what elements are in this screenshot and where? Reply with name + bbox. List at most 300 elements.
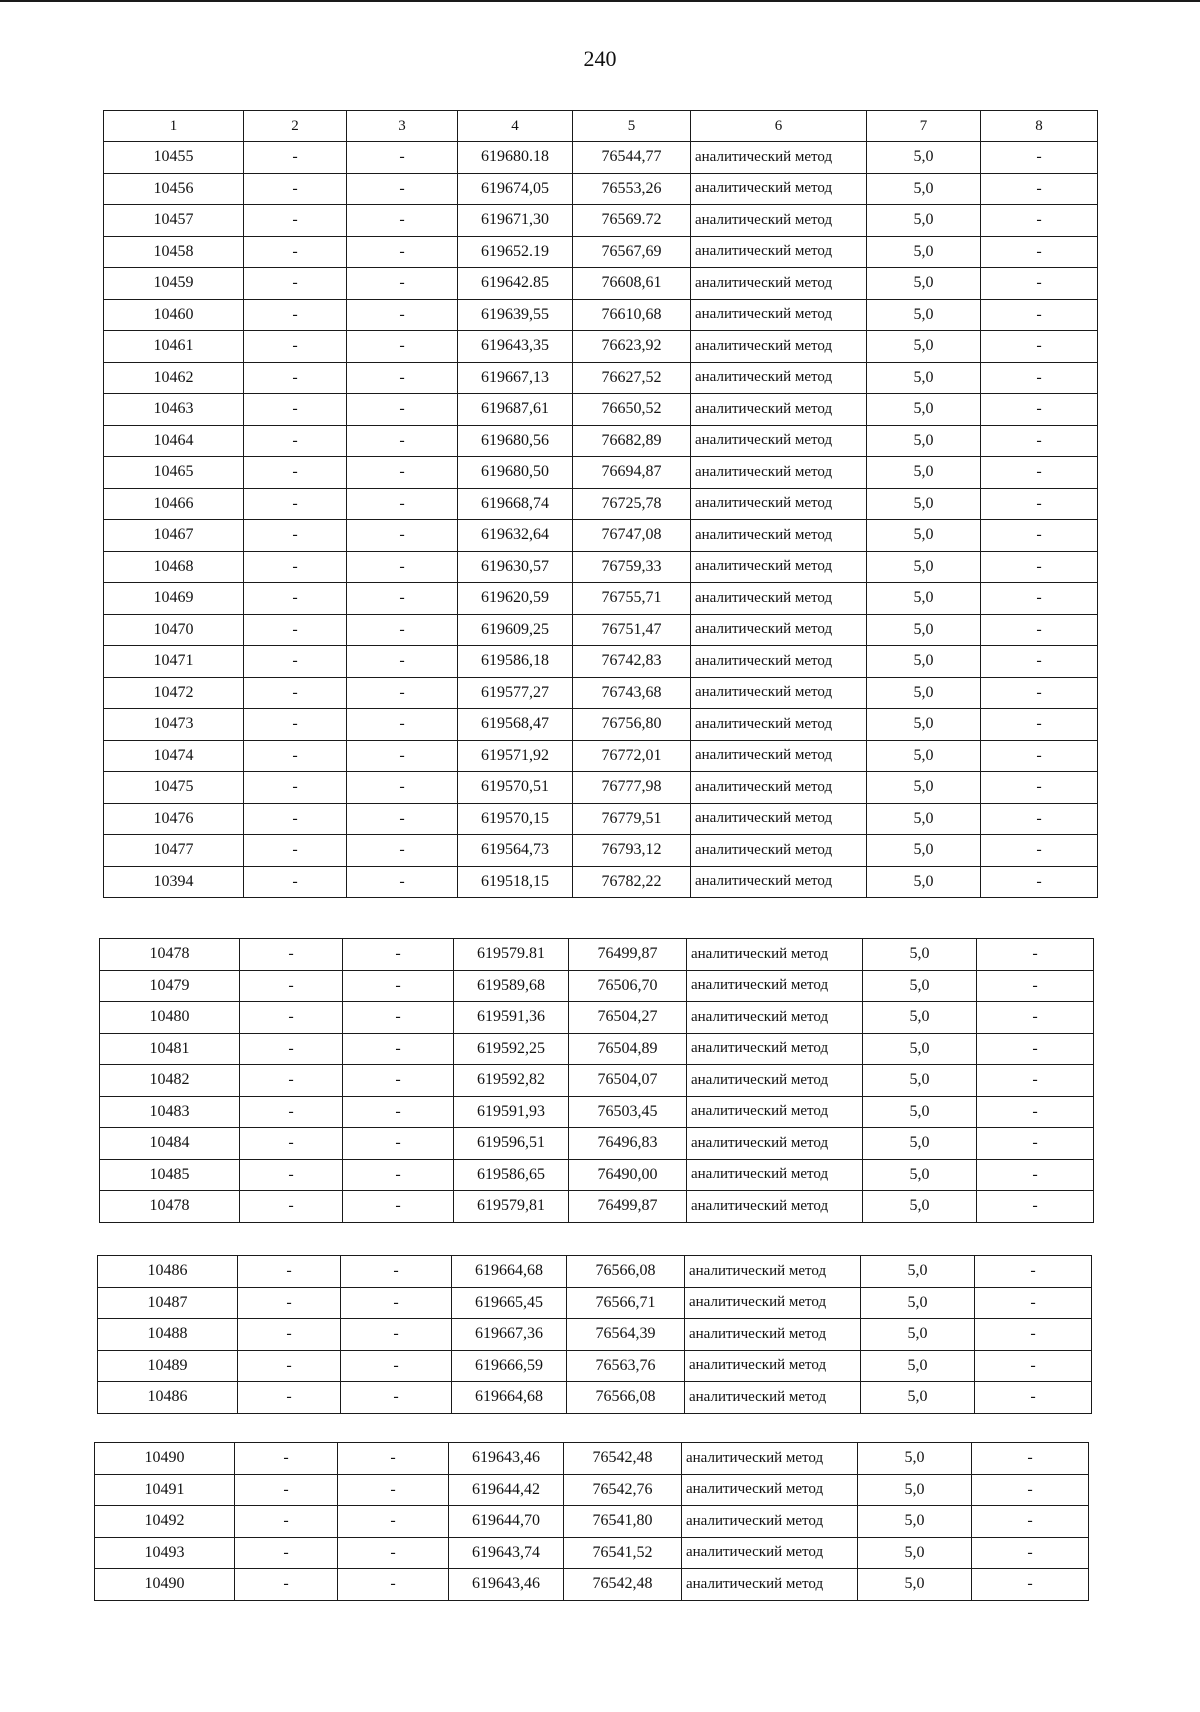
col3-cell: - xyxy=(347,614,458,646)
y-coordinate-cell: 76503,45 xyxy=(569,1096,687,1128)
x-coordinate-cell: 619643,46 xyxy=(449,1443,564,1475)
accuracy-cell: 5,0 xyxy=(858,1474,972,1506)
col3-cell: - xyxy=(347,709,458,741)
y-coordinate-cell: 76623,92 xyxy=(573,331,691,363)
y-coordinate-cell: 76566,71 xyxy=(567,1287,685,1319)
x-coordinate-cell: 619666,59 xyxy=(452,1350,567,1382)
point-number-cell: 10480 xyxy=(100,1002,240,1034)
table-row xyxy=(104,520,1098,552)
table-row xyxy=(104,142,1098,174)
y-coordinate-cell: 76682,89 xyxy=(573,425,691,457)
col3-cell: - xyxy=(343,1128,454,1160)
y-coordinate-cell: 76742,83 xyxy=(573,646,691,678)
col8-cell: - xyxy=(981,772,1098,804)
method-cell: аналитический метод xyxy=(682,1569,858,1601)
x-coordinate-cell: 619667,13 xyxy=(458,362,573,394)
method-cell: аналитический метод xyxy=(691,142,867,174)
point-number-cell: 10469 xyxy=(104,583,244,615)
method-cell: аналитический метод xyxy=(685,1382,861,1414)
col2-cell: - xyxy=(244,268,347,300)
col8-cell: - xyxy=(977,1033,1094,1065)
point-number-cell: 10465 xyxy=(104,457,244,489)
col2-cell: - xyxy=(235,1506,338,1538)
y-coordinate-cell: 76725,78 xyxy=(573,488,691,520)
method-cell: аналитический метод xyxy=(687,970,863,1002)
method-cell: аналитический метод xyxy=(685,1319,861,1351)
y-coordinate-cell: 76782,22 xyxy=(573,866,691,898)
table-row xyxy=(104,362,1098,394)
point-number-cell: 10455 xyxy=(104,142,244,174)
table-row xyxy=(104,394,1098,426)
col3-cell: - xyxy=(341,1350,452,1382)
x-coordinate-cell: 619586,18 xyxy=(458,646,573,678)
method-cell: аналитический метод xyxy=(691,520,867,552)
col2-cell: - xyxy=(244,614,347,646)
col2-cell: - xyxy=(244,740,347,772)
point-number-cell: 10492 xyxy=(95,1506,235,1538)
table-row xyxy=(100,970,1094,1002)
y-coordinate-cell: 76542,48 xyxy=(564,1443,682,1475)
col2-cell: - xyxy=(244,677,347,709)
table-row xyxy=(104,236,1098,268)
accuracy-cell: 5,0 xyxy=(867,488,981,520)
method-cell: аналитический метод xyxy=(691,803,867,835)
point-number-cell: 10467 xyxy=(104,520,244,552)
x-coordinate-cell: 619596,51 xyxy=(454,1128,569,1160)
col2-cell: - xyxy=(240,970,343,1002)
x-coordinate-cell: 619586,65 xyxy=(454,1159,569,1191)
point-number-cell: 10484 xyxy=(100,1128,240,1160)
accuracy-cell: 5,0 xyxy=(867,331,981,363)
col2-cell: - xyxy=(240,1159,343,1191)
col3-cell: - xyxy=(338,1569,449,1601)
accuracy-cell: 5,0 xyxy=(863,1096,977,1128)
col8-cell: - xyxy=(981,205,1098,237)
col8-cell: - xyxy=(981,268,1098,300)
col3-cell: - xyxy=(347,520,458,552)
point-number-cell: 10487 xyxy=(98,1287,238,1319)
col8-cell: - xyxy=(981,709,1098,741)
accuracy-cell: 5,0 xyxy=(867,835,981,867)
accuracy-cell: 5,0 xyxy=(867,236,981,268)
table-row xyxy=(98,1287,1092,1319)
accuracy-cell: 5,0 xyxy=(863,1128,977,1160)
y-coordinate-cell: 76541,52 xyxy=(564,1537,682,1569)
col2-cell: - xyxy=(244,457,347,489)
col3-cell: - xyxy=(347,394,458,426)
col2-cell: - xyxy=(244,299,347,331)
method-cell: аналитический метод xyxy=(691,551,867,583)
x-coordinate-cell: 619680,56 xyxy=(458,425,573,457)
table-row xyxy=(104,205,1098,237)
col2-cell: - xyxy=(238,1287,341,1319)
point-number-cell: 10460 xyxy=(104,299,244,331)
col3-cell: - xyxy=(338,1474,449,1506)
col2-cell: - xyxy=(244,551,347,583)
method-cell: аналитический метод xyxy=(682,1537,858,1569)
y-coordinate-cell: 76743,68 xyxy=(573,677,691,709)
x-coordinate-cell: 619687,61 xyxy=(458,394,573,426)
method-cell: аналитический метод xyxy=(685,1350,861,1382)
column-header: 6 xyxy=(691,111,867,142)
point-number-cell: 10488 xyxy=(98,1319,238,1351)
col3-cell: - xyxy=(347,646,458,678)
col3-cell: - xyxy=(343,1191,454,1223)
col3-cell: - xyxy=(347,772,458,804)
table-row xyxy=(100,1128,1094,1160)
y-coordinate-cell: 76563,76 xyxy=(567,1350,685,1382)
col8-cell: - xyxy=(981,488,1098,520)
col2-cell: - xyxy=(240,1065,343,1097)
accuracy-cell: 5,0 xyxy=(867,803,981,835)
table-row xyxy=(104,488,1098,520)
col3-cell: - xyxy=(343,1096,454,1128)
col8-cell: - xyxy=(981,425,1098,457)
table-row xyxy=(100,939,1094,971)
col8-cell: - xyxy=(981,173,1098,205)
point-number-cell: 10394 xyxy=(104,866,244,898)
col8-cell: - xyxy=(981,646,1098,678)
column-header: 8 xyxy=(981,111,1098,142)
accuracy-cell: 5,0 xyxy=(867,299,981,331)
y-coordinate-cell: 76772,01 xyxy=(573,740,691,772)
col3-cell: - xyxy=(338,1506,449,1538)
point-number-cell: 10481 xyxy=(100,1033,240,1065)
point-number-cell: 10468 xyxy=(104,551,244,583)
col8-cell: - xyxy=(975,1382,1092,1414)
method-cell: аналитический метод xyxy=(691,299,867,331)
col2-cell: - xyxy=(240,1191,343,1223)
accuracy-cell: 5,0 xyxy=(867,866,981,898)
table-row xyxy=(104,677,1098,709)
x-coordinate-cell: 619644,42 xyxy=(449,1474,564,1506)
method-cell: аналитический метод xyxy=(687,1033,863,1065)
col2-cell: - xyxy=(235,1537,338,1569)
x-coordinate-cell: 619592,82 xyxy=(454,1065,569,1097)
x-coordinate-cell: 619632,64 xyxy=(458,520,573,552)
method-cell: аналитический метод xyxy=(687,1128,863,1160)
method-cell: аналитический метод xyxy=(691,677,867,709)
col2-cell: - xyxy=(238,1319,341,1351)
y-coordinate-cell: 76569.72 xyxy=(573,205,691,237)
coordinates-table-4 xyxy=(94,1442,1089,1601)
point-number-cell: 10490 xyxy=(95,1569,235,1601)
y-coordinate-cell: 76499,87 xyxy=(569,939,687,971)
accuracy-cell: 5,0 xyxy=(867,646,981,678)
table-row xyxy=(104,835,1098,867)
accuracy-cell: 5,0 xyxy=(861,1382,975,1414)
method-cell: аналитический метод xyxy=(691,646,867,678)
col8-cell: - xyxy=(977,1191,1094,1223)
col8-cell: - xyxy=(981,551,1098,583)
accuracy-cell: 5,0 xyxy=(867,457,981,489)
accuracy-cell: 5,0 xyxy=(867,583,981,615)
y-coordinate-cell: 76567,69 xyxy=(573,236,691,268)
table-row xyxy=(95,1474,1089,1506)
table-row xyxy=(104,866,1098,898)
x-coordinate-cell: 619570,51 xyxy=(458,772,573,804)
method-cell: аналитический метод xyxy=(691,173,867,205)
col3-cell: - xyxy=(347,331,458,363)
x-coordinate-cell: 619592,25 xyxy=(454,1033,569,1065)
accuracy-cell: 5,0 xyxy=(867,362,981,394)
accuracy-cell: 5,0 xyxy=(867,425,981,457)
col8-cell: - xyxy=(981,583,1098,615)
method-cell: аналитический метод xyxy=(691,268,867,300)
table-row xyxy=(104,299,1098,331)
table-row xyxy=(104,457,1098,489)
method-cell: аналитический метод xyxy=(687,1002,863,1034)
col2-cell: - xyxy=(238,1382,341,1414)
col3-cell: - xyxy=(341,1319,452,1351)
col8-cell: - xyxy=(977,1096,1094,1128)
table-row xyxy=(104,173,1098,205)
table-row xyxy=(100,1002,1094,1034)
point-number-cell: 10486 xyxy=(98,1256,238,1288)
col2-cell: - xyxy=(244,425,347,457)
col3-cell: - xyxy=(347,866,458,898)
col2-cell: - xyxy=(244,205,347,237)
table-row xyxy=(100,1033,1094,1065)
col3-cell: - xyxy=(347,299,458,331)
x-coordinate-cell: 619570,15 xyxy=(458,803,573,835)
col8-cell: - xyxy=(972,1506,1089,1538)
col3-cell: - xyxy=(343,1002,454,1034)
col8-cell: - xyxy=(977,1002,1094,1034)
col3-cell: - xyxy=(347,142,458,174)
point-number-cell: 10476 xyxy=(104,803,244,835)
x-coordinate-cell: 619579.81 xyxy=(454,939,569,971)
table-row xyxy=(104,709,1098,741)
y-coordinate-cell: 76779,51 xyxy=(573,803,691,835)
y-coordinate-cell: 76566,08 xyxy=(567,1256,685,1288)
col3-cell: - xyxy=(347,362,458,394)
y-coordinate-cell: 76610,68 xyxy=(573,299,691,331)
table-row xyxy=(95,1569,1089,1601)
col8-cell: - xyxy=(981,236,1098,268)
method-cell: аналитический метод xyxy=(691,205,867,237)
y-coordinate-cell: 76496,83 xyxy=(569,1128,687,1160)
x-coordinate-cell: 619577,27 xyxy=(458,677,573,709)
col2-cell: - xyxy=(244,362,347,394)
accuracy-cell: 5,0 xyxy=(861,1256,975,1288)
method-cell: аналитический метод xyxy=(691,709,867,741)
point-number-cell: 10462 xyxy=(104,362,244,394)
col8-cell: - xyxy=(981,331,1098,363)
accuracy-cell: 5,0 xyxy=(867,205,981,237)
y-coordinate-cell: 76542,76 xyxy=(564,1474,682,1506)
col3-cell: - xyxy=(347,677,458,709)
x-coordinate-cell: 619680.18 xyxy=(458,142,573,174)
col3-cell: - xyxy=(343,970,454,1002)
x-coordinate-cell: 619643,74 xyxy=(449,1537,564,1569)
y-coordinate-cell: 76627,52 xyxy=(573,362,691,394)
col3-cell: - xyxy=(347,551,458,583)
x-coordinate-cell: 619665,45 xyxy=(452,1287,567,1319)
col2-cell: - xyxy=(244,488,347,520)
col3-cell: - xyxy=(338,1443,449,1475)
y-coordinate-cell: 76566,08 xyxy=(567,1382,685,1414)
table-row xyxy=(100,1159,1094,1191)
x-coordinate-cell: 619642.85 xyxy=(458,268,573,300)
point-number-cell: 10458 xyxy=(104,236,244,268)
point-number-cell: 10461 xyxy=(104,331,244,363)
x-coordinate-cell: 619589,68 xyxy=(454,970,569,1002)
method-cell: аналитический метод xyxy=(691,425,867,457)
point-number-cell: 10491 xyxy=(95,1474,235,1506)
y-coordinate-cell: 76504,27 xyxy=(569,1002,687,1034)
table-row xyxy=(98,1350,1092,1382)
point-number-cell: 10489 xyxy=(98,1350,238,1382)
col3-cell: - xyxy=(338,1537,449,1569)
point-number-cell: 10459 xyxy=(104,268,244,300)
point-number-cell: 10486 xyxy=(98,1382,238,1414)
col2-cell: - xyxy=(238,1350,341,1382)
method-cell: аналитический метод xyxy=(682,1506,858,1538)
col2-cell: - xyxy=(244,803,347,835)
page-top-rule xyxy=(0,0,1200,2)
col8-cell: - xyxy=(977,939,1094,971)
col8-cell: - xyxy=(981,677,1098,709)
method-cell: аналитический метод xyxy=(685,1287,861,1319)
accuracy-cell: 5,0 xyxy=(867,173,981,205)
y-coordinate-cell: 76650,52 xyxy=(573,394,691,426)
point-number-cell: 10475 xyxy=(104,772,244,804)
point-number-cell: 10478 xyxy=(100,1191,240,1223)
col3-cell: - xyxy=(347,236,458,268)
point-number-cell: 10474 xyxy=(104,740,244,772)
coordinates-table-3 xyxy=(97,1255,1092,1414)
col8-cell: - xyxy=(981,740,1098,772)
col3-cell: - xyxy=(343,1033,454,1065)
y-coordinate-cell: 76793,12 xyxy=(573,835,691,867)
method-cell: аналитический метод xyxy=(691,457,867,489)
y-coordinate-cell: 76544,77 xyxy=(573,142,691,174)
y-coordinate-cell: 76608,61 xyxy=(573,268,691,300)
col2-cell: - xyxy=(244,394,347,426)
accuracy-cell: 5,0 xyxy=(861,1350,975,1382)
x-coordinate-cell: 619591,36 xyxy=(454,1002,569,1034)
col3-cell: - xyxy=(343,1159,454,1191)
method-cell: аналитический метод xyxy=(691,835,867,867)
y-coordinate-cell: 76541,80 xyxy=(564,1506,682,1538)
method-cell: аналитический метод xyxy=(687,1159,863,1191)
col8-cell: - xyxy=(972,1474,1089,1506)
column-header: 7 xyxy=(867,111,981,142)
accuracy-cell: 5,0 xyxy=(867,142,981,174)
y-coordinate-cell: 76542,48 xyxy=(564,1569,682,1601)
col8-cell: - xyxy=(975,1350,1092,1382)
col8-cell: - xyxy=(975,1256,1092,1288)
table-row xyxy=(104,425,1098,457)
point-number-cell: 10457 xyxy=(104,205,244,237)
col2-cell: - xyxy=(240,939,343,971)
x-coordinate-cell: 619671,30 xyxy=(458,205,573,237)
col3-cell: - xyxy=(347,173,458,205)
accuracy-cell: 5,0 xyxy=(863,1159,977,1191)
accuracy-cell: 5,0 xyxy=(863,939,977,971)
col2-cell: - xyxy=(235,1474,338,1506)
page-number: 240 xyxy=(583,46,617,71)
method-cell: аналитический метод xyxy=(691,740,867,772)
col3-cell: - xyxy=(341,1256,452,1288)
accuracy-cell: 5,0 xyxy=(867,614,981,646)
table-row xyxy=(104,551,1098,583)
point-number-cell: 10470 xyxy=(104,614,244,646)
x-coordinate-cell: 619620,59 xyxy=(458,583,573,615)
method-cell: аналитический метод xyxy=(687,1191,863,1223)
col2-cell: - xyxy=(244,835,347,867)
table-row xyxy=(104,268,1098,300)
y-coordinate-cell: 76553,26 xyxy=(573,173,691,205)
col8-cell: - xyxy=(977,1159,1094,1191)
accuracy-cell: 5,0 xyxy=(867,551,981,583)
col8-cell: - xyxy=(977,1065,1094,1097)
coordinates-table-1 xyxy=(103,110,1098,898)
y-coordinate-cell: 76777,98 xyxy=(573,772,691,804)
col2-cell: - xyxy=(240,1096,343,1128)
x-coordinate-cell: 619564,73 xyxy=(458,835,573,867)
method-cell: аналитический метод xyxy=(691,866,867,898)
col8-cell: - xyxy=(981,394,1098,426)
col2-cell: - xyxy=(244,142,347,174)
x-coordinate-cell: 619630,57 xyxy=(458,551,573,583)
col2-cell: - xyxy=(244,866,347,898)
y-coordinate-cell: 76504,89 xyxy=(569,1033,687,1065)
x-coordinate-cell: 619591,93 xyxy=(454,1096,569,1128)
accuracy-cell: 5,0 xyxy=(867,740,981,772)
point-number-cell: 10466 xyxy=(104,488,244,520)
table-row xyxy=(104,740,1098,772)
method-cell: аналитический метод xyxy=(691,488,867,520)
x-coordinate-cell: 619652.19 xyxy=(458,236,573,268)
accuracy-cell: 5,0 xyxy=(863,1002,977,1034)
column-header: 5 xyxy=(573,111,691,142)
col2-cell: - xyxy=(235,1443,338,1475)
col3-cell: - xyxy=(347,268,458,300)
table-row xyxy=(104,614,1098,646)
method-cell: аналитический метод xyxy=(682,1474,858,1506)
col8-cell: - xyxy=(981,835,1098,867)
col3-cell: - xyxy=(343,939,454,971)
accuracy-cell: 5,0 xyxy=(867,709,981,741)
point-number-cell: 10477 xyxy=(104,835,244,867)
coordinates-table-2 xyxy=(99,938,1094,1223)
x-coordinate-cell: 619568,47 xyxy=(458,709,573,741)
table-row xyxy=(104,772,1098,804)
col8-cell: - xyxy=(981,362,1098,394)
col8-cell: - xyxy=(981,142,1098,174)
col8-cell: - xyxy=(972,1443,1089,1475)
accuracy-cell: 5,0 xyxy=(863,970,977,1002)
col3-cell: - xyxy=(347,835,458,867)
accuracy-cell: 5,0 xyxy=(867,394,981,426)
accuracy-cell: 5,0 xyxy=(863,1065,977,1097)
method-cell: аналитический метод xyxy=(691,394,867,426)
method-cell: аналитический метод xyxy=(691,772,867,804)
table-row xyxy=(100,1096,1094,1128)
point-number-cell: 10473 xyxy=(104,709,244,741)
col8-cell: - xyxy=(975,1319,1092,1351)
x-coordinate-cell: 619643,46 xyxy=(449,1569,564,1601)
col2-cell: - xyxy=(244,646,347,678)
accuracy-cell: 5,0 xyxy=(858,1443,972,1475)
col3-cell: - xyxy=(341,1287,452,1319)
y-coordinate-cell: 76747,08 xyxy=(573,520,691,552)
x-coordinate-cell: 619579,81 xyxy=(454,1191,569,1223)
point-number-cell: 10493 xyxy=(95,1537,235,1569)
accuracy-cell: 5,0 xyxy=(858,1537,972,1569)
